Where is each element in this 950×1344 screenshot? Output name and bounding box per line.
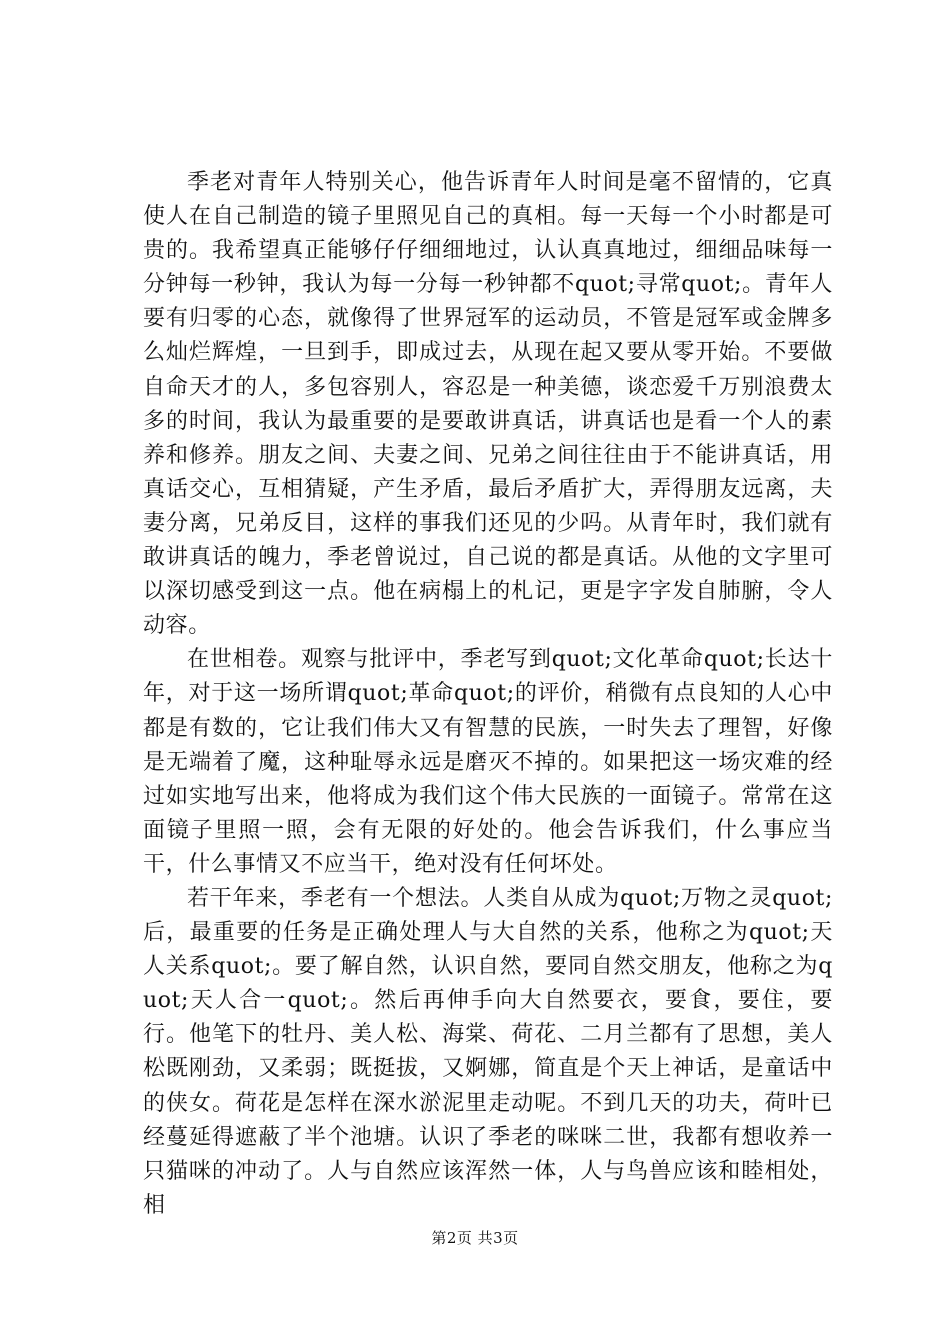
- document-body: [143, 166, 833, 1223]
- paragraph-3: 若干年来，季老有一个想法。人类自从成为quot;万物之灵quot;后，最重要的任务是正确处理人与大自然的关系，他称之为quot;天人关系quot;。要了解自然，认识自然，要同自然交朋友，他称之为quot;天人合一quot;。然后再伸手向大自然要衣，要食，要住，要行。他笔下的牡丹、美人松、海棠、荷花、二月兰都有了思想，美人松既刚劲，又柔弱；既挺拔，又婀娜，简直是个天上神话，是童话中的侠女。荷花是怎样在深水淤泥里走动呢。不到几天的功夫，荷叶已经蔓延得遮蔽了半个池塘。认识了季老的咪咪二世，我都有想收养一只猫咪的冲动了。人与自然应该浑然一体，人与鸟兽应该和睦相处，相: [143, 885, 833, 1218]
- paragraph-1: 季老对青年人特别关心，他告诉青年人时间是毫不留情的，它真使人在自己制造的镜子里照见自己的真相。每一天每一个小时都是可贵的。我希望真正能够仔仔细细地过，认认真真地过，细细品味每一分钟每一秒钟，我认为每一分每一秒钟都不quot;寻常quot;。青年人要有归零的心态，就像得了世界冠军的运动员，不管是冠军或金牌多么灿烂辉煌，一旦到手，即成过去，从现在起又要从零开始。不要做自命天才的人，多包容别人，容忍是一种美德，谈恋爱千万别浪费太多的时间，我认为最重要的是要敢讲真话，讲真话也是看一个人的素养和修养。朋友之间、夫妻之间、兄弟之间往往由于不能讲真话，用真话交心，互相猜疑，产生矛盾，最后矛盾扩大，弄得朋友远离，夫妻分离，兄弟反目，这样的事我们还见的少吗。从青年时，我们就有敢讲真话的魄力，季老曾说过，自己说的都是真话。从他的文字里可以深切感受到这一点。他在病榻上的札记，更是字字发自肺腑，令人动容。: [143, 170, 833, 639]
- paragraph-2: 在世相卷。观察与批评中，季老写到quot;文化革命quot;长达十年，对于这一场所谓quot;革命quot;的评价，稍微有点良知的人心中都是有数的，它让我们伟大又有智慧的民族，一时失去了理智，好像是无端着了魔，这种耻辱永远是磨灭不掉的。如果把这一场灾难的经过如实地写出来，他将成为我们这个伟大民族的一面镜子。常常在这面镜子里照一照，会有无限的好处的。他会告诉我们，什么事应当干，什么事情又不应当干，绝对没有任何坏处。: [143, 647, 833, 877]
- page-footer: 第2页 共3页: [431, 1229, 519, 1247]
